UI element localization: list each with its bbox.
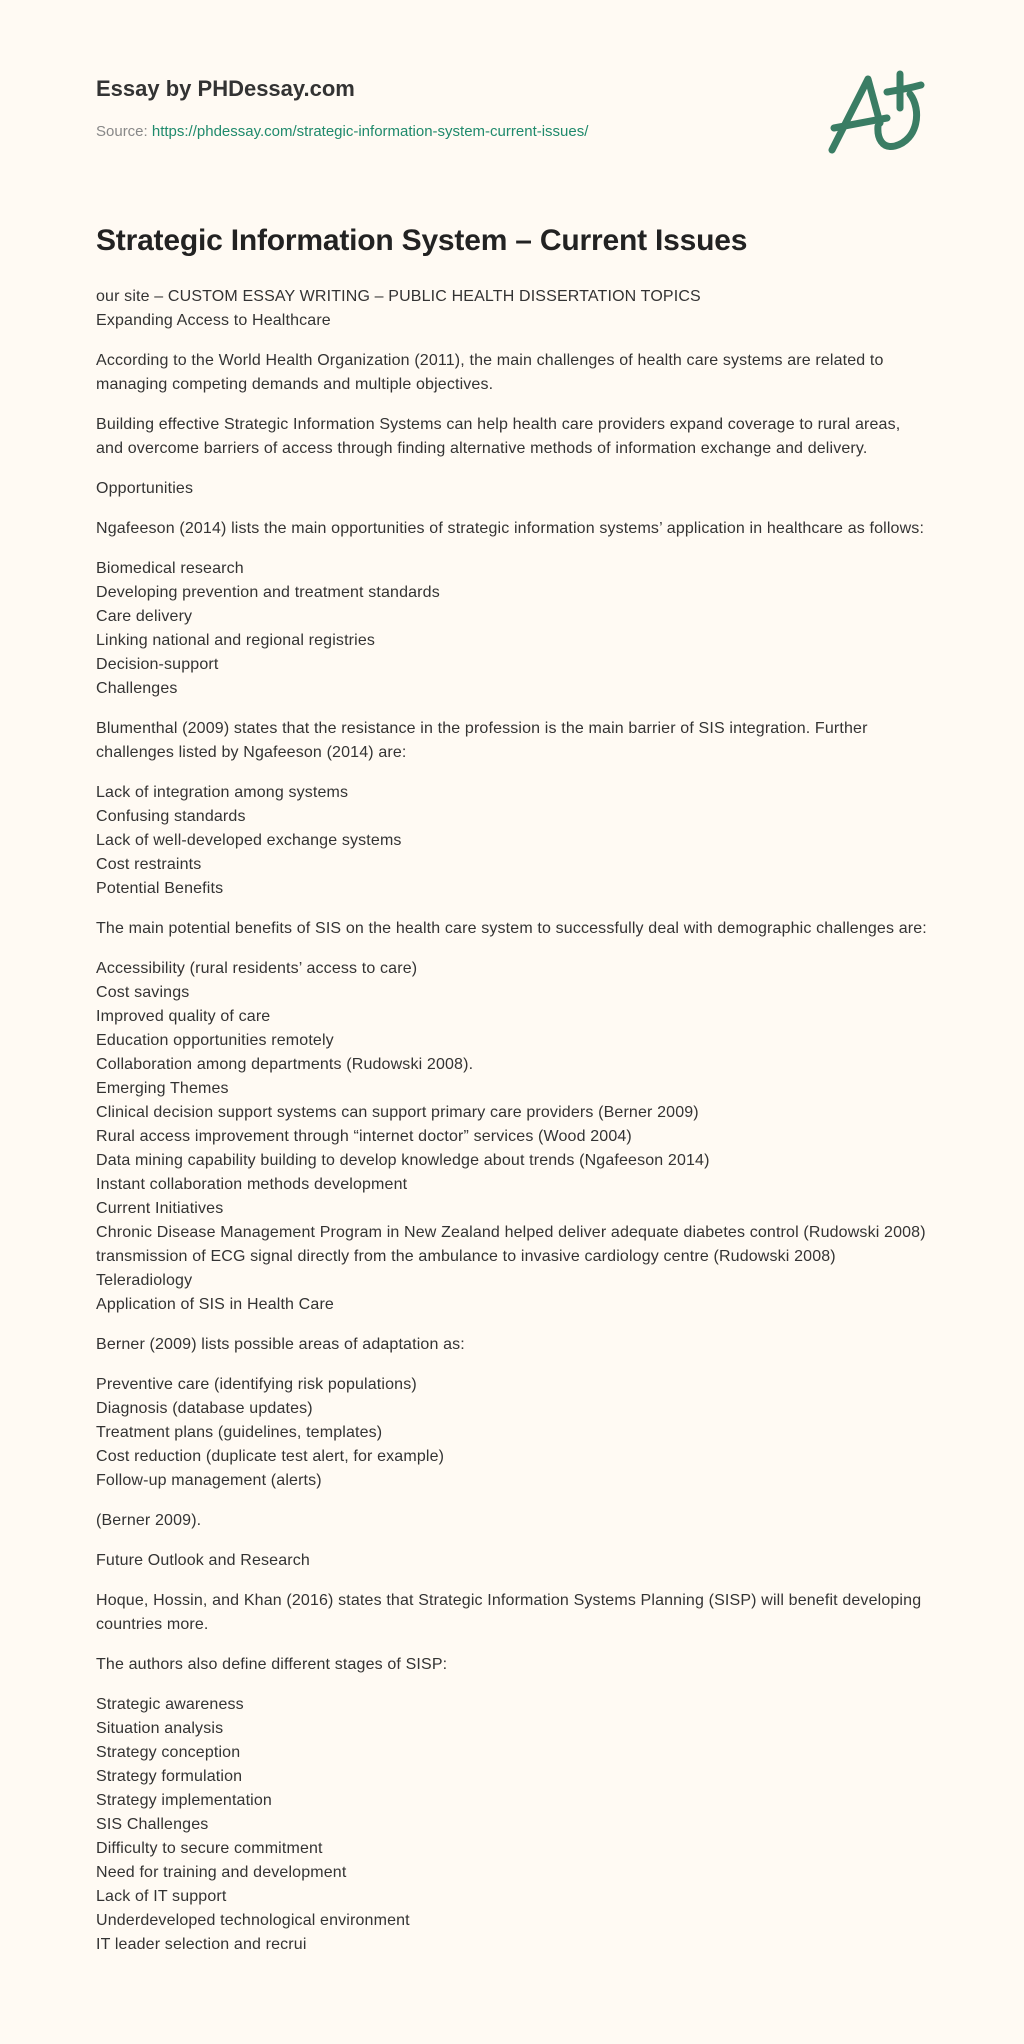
source-link[interactable]: https://phdessay.com/strategic-information-system-current-issues/: [151, 123, 589, 140]
text-line: Lack of integration among systems: [96, 784, 349, 801]
text-line: Application of SIS in Health Care: [96, 1296, 334, 1313]
text-line: Cost savings: [96, 984, 190, 1001]
text-line: Situation analysis: [96, 1720, 224, 1737]
text-line: Strategy formulation: [96, 1768, 243, 1785]
text-line: Opportunities: [96, 480, 194, 497]
text-line: Rural access improvement through “internet doctor” services (Wood 2004): [96, 1128, 632, 1145]
paragraph: [96, 349, 932, 397]
text-line: Preventive care (identifying risk populations): [96, 1376, 417, 1393]
source-label: Source:: [96, 123, 152, 140]
text-line: According to the World Health Organization (2011), the main challenges of health care systems are related to managing competing demands and multiple objectives.: [96, 352, 884, 393]
paragraph: [96, 517, 932, 541]
paragraph: [96, 1333, 932, 1357]
paragraph: [96, 1549, 932, 1573]
text-line: The authors also define different stages of SISP:: [96, 1656, 448, 1673]
text-line: Developing prevention and treatment standards: [96, 584, 440, 601]
paragraph: [96, 781, 932, 901]
text-line: Blumenthal (2009) states that the resistance in the profession is the main barrier of SIS integration. Further challenges listed by Ngafeeson (2014) are:: [96, 720, 868, 761]
text-line: Education opportunities remotely: [96, 1032, 334, 1049]
text-line: Treatment plans (guidelines, templates): [96, 1424, 383, 1441]
text-line: Need for training and development: [96, 1864, 347, 1881]
paragraph: [96, 957, 932, 1317]
text-line: Lack of well-developed exchange systems: [96, 832, 402, 849]
paragraph: [96, 285, 932, 333]
paragraph: [96, 413, 932, 461]
text-line: IT leader selection and recrui: [96, 1936, 307, 1953]
text-line: SIS Challenges: [96, 1816, 209, 1833]
paragraph: [96, 477, 932, 501]
text-line: our site – CUSTOM ESSAY WRITING – PUBLIC HEALTH DISSERTATION TOPICS: [96, 288, 701, 305]
text-line: Chronic Disease Management Program in New Zealand helped deliver adequate diabetes control (Rudowski 2008): [96, 1224, 926, 1241]
a-plus-logo-icon: [800, 60, 950, 170]
text-line: Care delivery: [96, 608, 193, 625]
text-line: Cost restraints: [96, 856, 202, 873]
paragraph: [96, 1373, 932, 1493]
text-line: Cost reduction (duplicate test alert, for example): [96, 1448, 445, 1465]
text-line: Strategy conception: [96, 1744, 241, 1761]
text-line: Diagnosis (database updates): [96, 1400, 313, 1417]
text-line: Lack of IT support: [96, 1888, 227, 1905]
site-title: Essay by PHDessay.com: [96, 76, 355, 101]
text-line: Expanding Access to Healthcare: [96, 312, 331, 329]
paragraph: [96, 557, 932, 701]
text-line: Clinical decision support systems can support primary care providers (Berner 2009): [96, 1104, 699, 1121]
article-body: [96, 285, 932, 1973]
text-line: Future Outlook and Research: [96, 1552, 310, 1569]
text-line: Berner (2009) lists possible areas of adaptation as:: [96, 1336, 465, 1353]
paragraph: [96, 1509, 932, 1533]
text-line: Strategic awareness: [96, 1696, 244, 1713]
paragraph: [96, 1589, 932, 1637]
text-line: Hoque, Hossin, and Khan (2016) states that Strategic Information Systems Planning (SISP) will benefit developing countries more.: [96, 1592, 922, 1633]
text-line: transmission of ECG signal directly from the ambulance to invasive cardiology centre (Rudowski 2008): [96, 1248, 836, 1265]
text-line: Improved quality of care: [96, 1008, 271, 1025]
text-line: (Berner 2009).: [96, 1512, 202, 1529]
paragraph: [96, 717, 932, 765]
paragraph: [96, 1653, 932, 1677]
text-line: Decision-support: [96, 656, 219, 673]
paragraph: [96, 917, 932, 941]
text-line: The main potential benefits of SIS on the health care system to successfully deal with demographic challenges are:: [96, 920, 927, 937]
text-line: Potential Benefits: [96, 880, 224, 897]
page-title: Strategic Information System – Current Issues: [96, 224, 748, 257]
text-line: Linking national and regional registries: [96, 632, 376, 649]
text-line: Emerging Themes: [96, 1080, 229, 1097]
text-line: Accessibility (rural residents’ access to care): [96, 960, 418, 977]
text-line: Underdeveloped technological environment: [96, 1912, 410, 1929]
text-line: Instant collaboration methods development: [96, 1176, 408, 1193]
source-line: [96, 123, 588, 140]
text-line: Difficulty to secure commitment: [96, 1840, 323, 1857]
text-line: Follow-up management (alerts): [96, 1472, 322, 1489]
text-line: Ngafeeson (2014) lists the main opportunities of strategic information systems’ application in healthcare as follows:: [96, 520, 925, 537]
text-line: Confusing standards: [96, 808, 246, 825]
paragraph: [96, 1693, 932, 1957]
text-line: Challenges: [96, 680, 178, 697]
text-line: Building effective Strategic Information Systems can help health care providers expand coverage to rural areas, and overcome barriers of access through finding alternative methods of information exchange and delivery.: [96, 416, 901, 457]
text-line: Collaboration among departments (Rudowski 2008).: [96, 1056, 474, 1073]
text-line: Biomedical research: [96, 560, 244, 577]
text-line: Data mining capability building to develop knowledge about trends (Ngafeeson 2014): [96, 1152, 710, 1169]
text-line: Current Initiatives: [96, 1200, 224, 1217]
text-line: Teleradiology: [96, 1272, 193, 1289]
text-line: Strategy implementation: [96, 1792, 272, 1809]
